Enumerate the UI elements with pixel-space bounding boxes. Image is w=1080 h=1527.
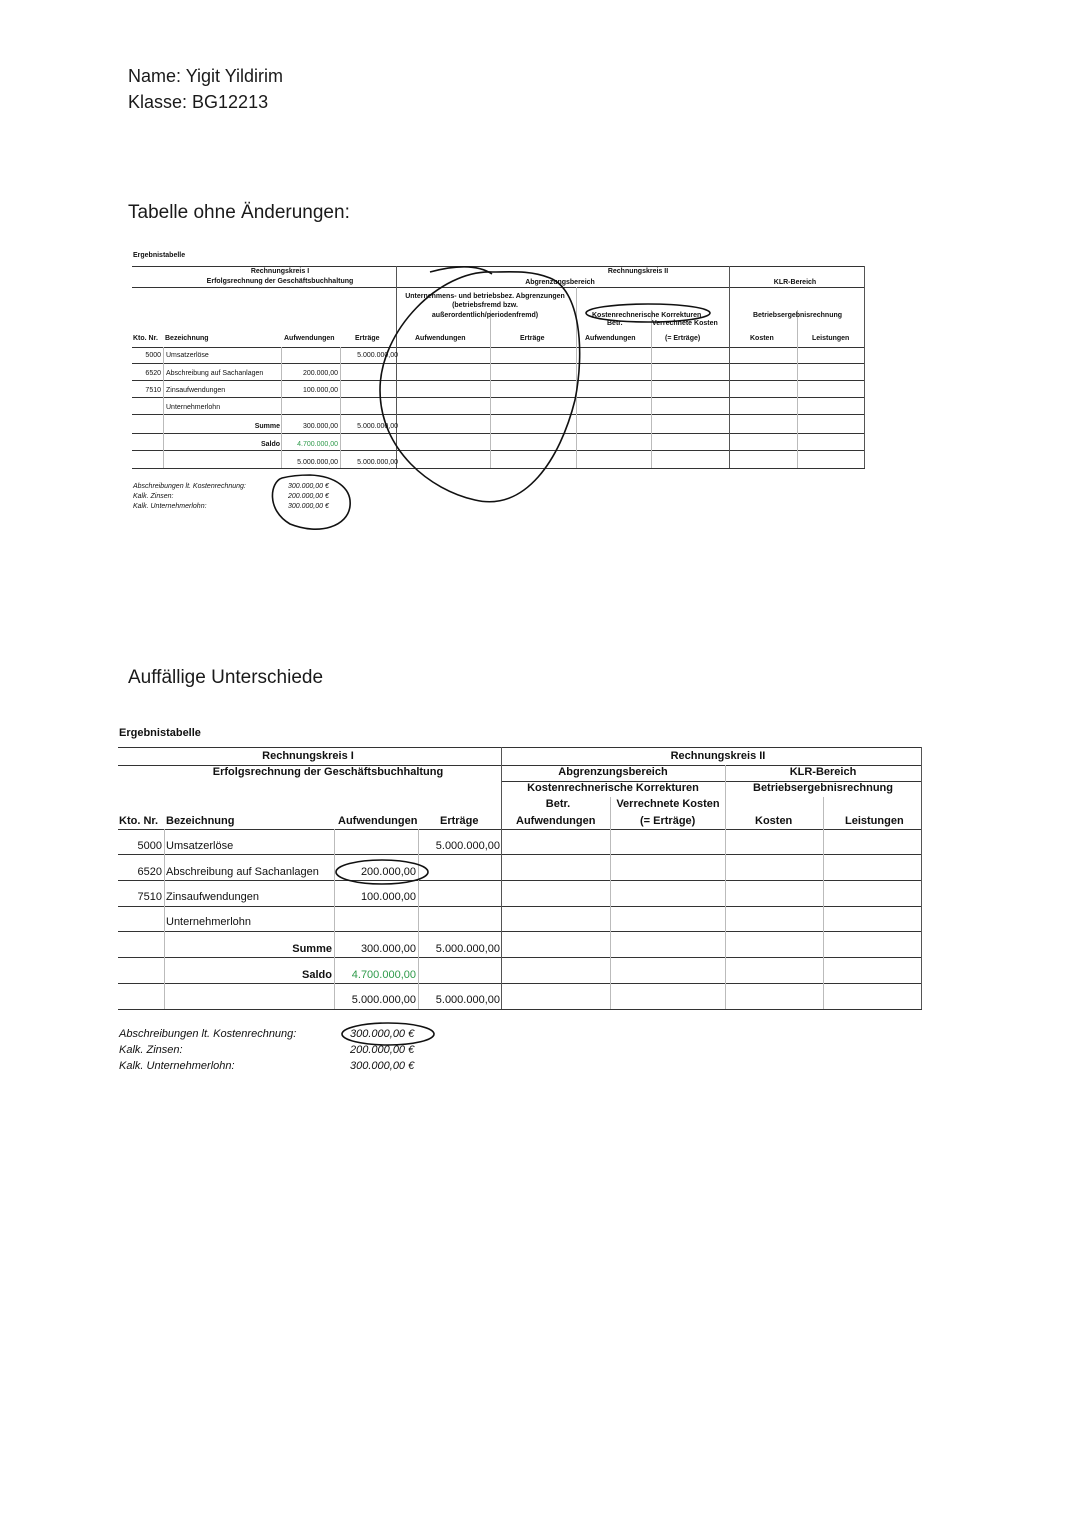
rk1-subtitle: Erfolgsrechnung der Geschäftsbuchhaltung — [206, 278, 354, 285]
abgrenzung-title: Abgrenzungsbereich — [558, 766, 668, 778]
abgrenzung-title: Abgrenzungsbereich — [525, 279, 595, 286]
col-kk-aufw: Aufwendungen — [585, 335, 636, 342]
rk2-title: Rechnungskreis II — [670, 750, 766, 762]
col-kosten: Kosten — [750, 335, 774, 342]
note-label: Kalk. Zinsen: — [133, 493, 174, 500]
total-aufw: 5.000.000,00 — [351, 994, 416, 1006]
col-kk-ertr: (= Erträge) — [640, 815, 696, 827]
col-leistungen: Leistungen — [845, 815, 904, 827]
note-value: 300.000,00 € — [350, 1060, 415, 1072]
saldo-label: Saldo — [260, 441, 280, 448]
summe-label: Summe — [254, 423, 280, 430]
summe-label: Summe — [292, 943, 332, 955]
col-ab-ertr: Erträge — [520, 335, 545, 342]
note-label: Kalk. Zinsen: — [119, 1044, 183, 1056]
note-label: Kalk. Unternehmerlohn: — [119, 1060, 235, 1072]
note-label: Kalk. Unternehmerlohn: — [133, 503, 207, 510]
verrechnete-kosten: Verrechnete Kosten — [616, 798, 720, 810]
col-ertr: Erträge — [440, 815, 479, 827]
section-title-original: Tabelle ohne Änderungen: — [128, 202, 350, 223]
note-value: 300.000,00 € — [288, 483, 329, 490]
row-bez: Abschreibung auf Sachanlagen — [166, 866, 319, 878]
note-value: 200.000,00 € — [350, 1044, 415, 1056]
note-value: 300.000,00 € — [288, 503, 329, 510]
saldo-aufw: 4.700.000,00 — [351, 969, 416, 981]
note-label: Abschreibungen lt. Kostenrechnung: — [133, 483, 246, 490]
note-value: 200.000,00 € — [288, 493, 329, 500]
row-aufw: 200.000,00 — [360, 866, 416, 878]
student-name: Name: Yigit Yildirim — [128, 66, 284, 86]
rk1-title: Rechnungskreis I — [262, 750, 354, 762]
col-kk-aufw: Aufwendungen — [516, 815, 596, 827]
col-kto: Kto. Nr. — [119, 815, 159, 827]
rk1-title: Rechnungskreis I — [250, 268, 310, 275]
col-bez: Bezeichnung — [165, 335, 209, 342]
row-kto: 6520 — [137, 866, 162, 878]
col-bez: Bezeichnung — [166, 815, 235, 827]
row-bez: Abschreibung auf Sachanlagen — [166, 370, 264, 377]
row-kto: 5000 — [145, 352, 161, 359]
row-bez: Umsatzerlöse — [166, 352, 209, 359]
betr-label: Betr. — [545, 798, 571, 810]
differences-results-table — [118, 725, 924, 1075]
betriebsfremd: (betriebsfremd bzw. — [452, 302, 518, 309]
ausserordentlich: außerordentlich/periodenfremd) — [431, 312, 539, 319]
summe-ertr: 5.000.000,00 — [357, 423, 398, 430]
note-value: 300.000,00 € — [350, 1028, 415, 1040]
col-aufw: Aufwendungen — [284, 335, 335, 342]
klr-title: KLR-Bereich — [773, 279, 817, 286]
rk2-title: Rechnungskreis II — [607, 268, 669, 275]
col-ertr: Erträge — [355, 335, 380, 342]
total-ertr: 5.000.000,00 — [435, 994, 500, 1006]
verrechnete-kosten: Verrechnete Kosten — [652, 320, 718, 327]
betr-label: Betr. — [607, 320, 623, 327]
row-aufw: 100.000,00 — [302, 387, 338, 394]
col-kto: Kto. Nr. — [133, 335, 158, 342]
col-aufw: Aufwendungen — [338, 815, 418, 827]
kostenrechnerische-korrekturen: Kostenrechnerische Korrekturen — [527, 782, 699, 794]
col-kosten: Kosten — [755, 815, 793, 827]
row-aufw: 200.000,00 — [302, 370, 338, 377]
row-bez: Unternehmerlohn — [166, 404, 221, 411]
row-aufw: 100.000,00 — [360, 891, 416, 903]
student-class: Klasse: BG12213 — [128, 92, 269, 112]
original-results-table — [130, 250, 870, 530]
kostenrechnerische-korrekturen: Kostenrechnerische Korrekturen — [592, 312, 702, 319]
note-label: Abschreibungen lt. Kostenrechnung: — [119, 1028, 297, 1040]
saldo-aufw: 4.700.000,00 — [297, 441, 338, 448]
section-title-differences: Auffällige Unterschiede — [128, 667, 324, 688]
hand-drawn-arc-top — [430, 267, 492, 274]
row-bez: Unternehmerlohn — [166, 916, 251, 928]
rk1-subtitle: Erfolgsrechnung der Geschäftsbuchhaltung — [212, 766, 444, 778]
row-bez: Umsatzerlöse — [166, 840, 234, 852]
row-bez: Zinsaufwendungen — [166, 891, 259, 903]
betriebsergebnisrechnung: Betriebsergebnisrechnung — [753, 782, 893, 794]
summe-ertr: 5.000.000,00 — [435, 943, 500, 955]
summe-aufw: 300.000,00 — [360, 943, 416, 955]
row-kto: 7510 — [137, 891, 162, 903]
col-kk-ertr: (= Erträge) — [665, 335, 701, 342]
sheet-title: Ergebnistabelle — [133, 252, 186, 259]
row-ertr: 5.000.000,00 — [435, 840, 500, 852]
row-bez: Zinsaufwendungen — [166, 387, 226, 394]
col-leistungen: Leistungen — [812, 335, 850, 342]
betriebsergebnisrechnung: Betriebsergebnisrechnung — [752, 312, 843, 319]
sheet-title: Ergebnistabelle — [119, 727, 201, 739]
unternehmens-abgrenzungen: Unternehmens- und betriebsbez. Abgrenzungen — [405, 293, 565, 300]
total-ertr: 5.000.000,00 — [357, 459, 398, 466]
row-kto: 5000 — [137, 840, 162, 852]
total-aufw: 5.000.000,00 — [297, 459, 338, 466]
klr-title: KLR-Bereich — [789, 766, 857, 778]
row-kto: 6520 — [145, 370, 161, 377]
summe-aufw: 300.000,00 — [302, 423, 338, 430]
col-ab-aufw: Aufwendungen — [415, 335, 466, 342]
row-ertr: 5.000.000,00 — [357, 352, 398, 359]
row-kto: 7510 — [145, 387, 161, 394]
saldo-label: Saldo — [302, 969, 332, 981]
